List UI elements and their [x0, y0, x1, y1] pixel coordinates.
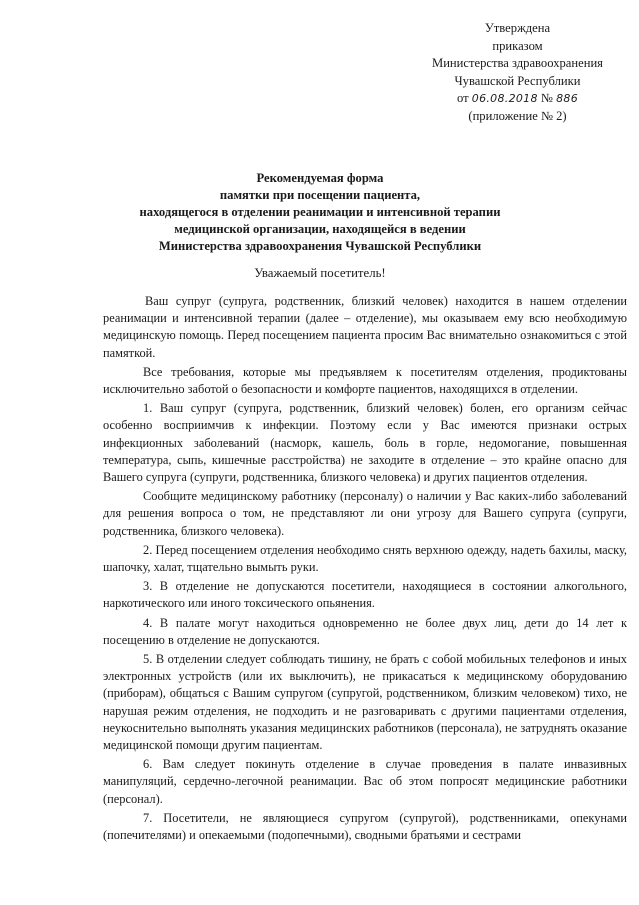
paragraph-rule-5: 5. В отделении следует соблюдать тишину, не брать с собой мобильных телефонов и иных электронных устройств (или их выключить), не прикасаться к медицинскому оборудованию (приборам), общаться с Вашим супругом (супругой, родственником, близким человеком) тихо, не нарушая режим отделения, не подходить и не разговаривать с другими пациентами отделения, неукоснительно выполнять указания медицинских работников (персонала), не затруднять оказание медицинской помощи другим пациентам.: [103, 652, 627, 753]
approval-line-order: приказом: [492, 38, 543, 53]
approval-line-ministry: Министерства здравоохранения: [432, 56, 603, 71]
paragraph-rule-4: 4. В палате могут находиться одновременно не более двух лиц, дети до 14 лет к посещению в отделение не допускаются.: [103, 615, 627, 647]
paragraph-rule-3: 3. В отделение не допускаются посетители, находящиеся в состоянии алкогольного, наркотического или иного токсического опьянения.: [103, 579, 627, 611]
approval-number-value: 886: [556, 92, 579, 106]
greeting: Уважаемый посетитель!: [254, 266, 386, 280]
title-line-4: медицинской организации, находящейся в ведении: [174, 222, 466, 236]
paragraph-rule-1-note: Сообщите медицинскому работнику (персоналу) о наличии у Вас каких-либо заболеваний для решения вопроса о том, не представляют ли они угрозу для Вашего супруга (супруги, родственника, близкого человека).: [103, 489, 627, 538]
title-line-2: памятки при посещении пациента,: [219, 188, 421, 202]
paragraph-rule-2: 2. Перед посещением отделения необходимо снять верхнюю одежду, надеть бахилы, маску, шапочку, халат, тщательно вымыть руки.: [103, 542, 627, 575]
document-title: [60, 170, 580, 255]
title-line-1: Рекомендуемая форма: [256, 171, 384, 185]
title-line-3: находящегося в отделении реанимации и интенсивной терапии: [139, 205, 501, 219]
document-body: [103, 293, 627, 846]
approval-line-republic: Чувашской Республики: [454, 73, 581, 88]
paragraph-rule-1: 1. Ваш супруг (супруга, родственник, близкий человек) болен, его организм сейчас особенно восприимчив к инфекции. Поэтому если у Вас имеются признаки острых инфекционных заболеваний (насморк, кашель, боль в горле, недомогание, повышенная температура, сыпь, кишечные расстройства) не заходите в отделение – это крайне опасно для Вашего супруга (супруги, родственника, близкого человека) и других пациентов отделения.: [103, 401, 627, 485]
paragraph-intro: Ваш супруг (супруга, родственник, близкий человек) находится в нашем отделении реанимации и интенсивной терапии (далее – отделение), мы оказываем ему всю необходимую медицинскую помощь. Перед посещением пациента просим Вас внимательно ознакомиться с этой памяткой.: [103, 294, 627, 360]
approval-date-prefix: от: [456, 91, 469, 106]
approval-line-approved: Утверждена: [484, 21, 551, 35]
approval-stamp-block: [410, 20, 625, 126]
paragraph-rule-7: 7. Посетители, не являющиеся супругом (супругой), родственниками, опекунами (попечителями) и опекаемыми (подопечными), сводными братьями и сестрами: [103, 810, 627, 843]
paragraph-rule-6: 6. Вам следует покинуть отделение в случае проведения в палате инвазивных манипуляций, сердечно-легочной реанимации. Вас об этом попросят медицинские работники (персонал).: [103, 757, 627, 806]
paragraph-requirements: Все требования, которые мы предъявляем к посетителям отделения, продиктованы исключительно заботой о безопасности и комфорте пациентов, находящихся в отделении.: [103, 364, 627, 397]
title-line-5: Министерства здравоохранения Чувашской Республики: [158, 239, 482, 253]
approval-appendix: (приложение № 2): [468, 108, 567, 123]
approval-number-prefix: №: [540, 91, 553, 106]
approval-date-value: 06.08.2018: [471, 92, 538, 106]
approval-date-line: [410, 90, 625, 108]
